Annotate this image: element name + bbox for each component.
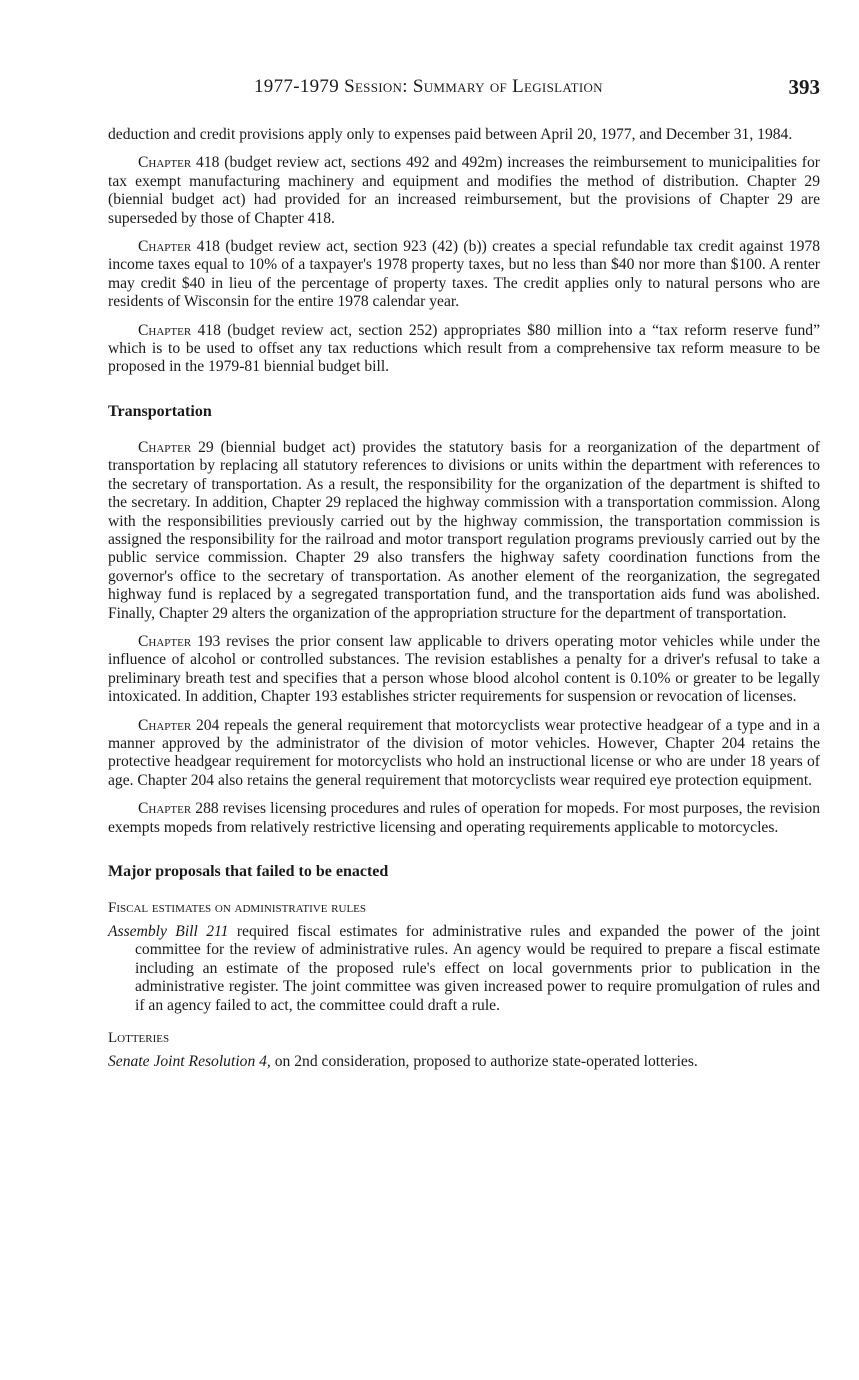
paragraph-text: 29 (biennial budget act) provides the statutory basis for a reorganization of the department of transportation by replacing all statutory references to divisions or units within the department with references to the secretary of transportation. As a result, the responsibility for the organization of the department is shifted to the secretary. In addition, Chapter 29 replaced the highway commission with a transportation commission. Along with the responsibilities previously carried out by the highway commission, the transportation commission is assigned the responsibility for the railroad and motor transport regulation programs previously carried out by the public service commission. Chapter 29 also transfers the highway safety coordination functions from the governor's office to the secretary of transportation. As another element of the reorganization, the segregated highway fund is replaced by a segregated transportation fund, and the transportation aids fund was abolished. Finally, Chapter 29 alters the organization of the appropriation structure for the department of transportation. [108,438,820,622]
chapter-label: Chapter [138,716,192,734]
proposal-entry [108,923,820,1015]
section-heading-transportation: Transportation [108,402,212,420]
section-heading-failed-proposals: Major proposals that failed to be enacted [108,863,389,880]
transportation-paragraph [108,633,820,707]
proposal-text: on 2nd consideration, proposed to authorize state-operated lotteries. [270,1053,698,1071]
running-title: 1977-1979 Session: Summary of Legislation [254,76,603,97]
proposal-text: required fiscal estimates for administrative rules and expanded the power of the joint committee for the review of administrative rules. An agency would be required to prepare a fiscal estimate including an estimate of the proposed rule's effect on local governments prior to publication in the administrative register. The joint committee was given increased power to require promulgation of rules and if an agency failed to act, the committee could draft a rule. [135,923,820,1014]
paragraph-text: 204 repeals the general requirement that motorcyclists wear protective headgear of a type and in a manner approved by the administrator of the division of motor vehicles. However, Chapter 204 retains the protective headgear requirement for motorcyclists who hold an instructional license or who are under 18 years of age. Chapter 204 also retains the general requirement that motorcyclists wear required eye protection equipment. [108,716,820,789]
chapter-label: Chapter [138,632,192,650]
tax-paragraph [108,238,820,312]
paragraph-text: 288 revises licensing procedures and rules of operation for mopeds. For most purposes, the revision exempts mopeds from relatively restrictive licensing and operating requirements applicable to motorcycles. [108,800,820,836]
chapter-label: Chapter [138,800,192,818]
transportation-paragraph [108,439,820,623]
page-number: 393 [788,75,820,99]
paragraph-text: 418 (budget review act, section 923 (42) (b)) creates a special refundable tax credit against 1978 income taxes equal to 10% of a taxpayer's 1978 property taxes, but no less than $40 nor more than $100. A renter may credit $40 in lieu of the percentage of property taxes. The credit applies only to natural persons who are residents of Wisconsin for the entire 1978 calendar year. [108,238,820,311]
paragraph-text: 193 revises the prior consent law applicable to drivers operating motor vehicles while under the influence of alcohol or controlled substances. The revision establishes a penalty for a driver's refusal to take a preliminary breath test and specifies that a person whose blood alcohol content is 0.10% or greater to be legally intoxicated. In addition, Chapter 193 establishes stricter requirements for suspension or revocation of licenses. [108,632,820,706]
chapter-label: Chapter [138,438,192,456]
proposal-entry [108,1053,820,1071]
transportation-paragraph [108,800,820,837]
paragraph-text: 418 (budget review act, sections 492 and 492m) increases the reimbursement to municipalities for tax exempt manufacturing machinery and equipment and modifies the method of distribution. Chapter 29 (biennial budget act) had provided for an increased reimbursement, but the provisions of Chapter 29 are superseded by those of Chapter 418. [108,154,820,227]
bill-name: Assembly Bill 211 [108,923,229,940]
document-page [108,76,820,1081]
intro-continuation: deduction and credit provisions apply only to expenses paid between April 20, 1977, and December 31, 1984. [108,126,793,143]
bill-name: Senate Joint Resolution 4, [108,1053,271,1071]
chapter-label: Chapter [138,321,192,339]
subheading-lotteries: Lotteries [108,1030,170,1047]
chapter-label: Chapter [138,238,192,256]
running-head [108,76,820,106]
tax-paragraph [108,322,820,377]
transportation-paragraph [108,717,820,791]
subheading-fiscal-estimates: Fiscal estimates on administrative rules [108,900,367,916]
tax-paragraph [108,154,820,228]
paragraph-text: 418 (budget review act, section 252) appropriates $80 million into a “tax reform reserve fund” which is to be used to offset any tax reductions which result from a comprehensive tax reform measure to be proposed in the 1979-81 biennial budget bill. [108,321,820,376]
chapter-label: Chapter [138,154,192,172]
